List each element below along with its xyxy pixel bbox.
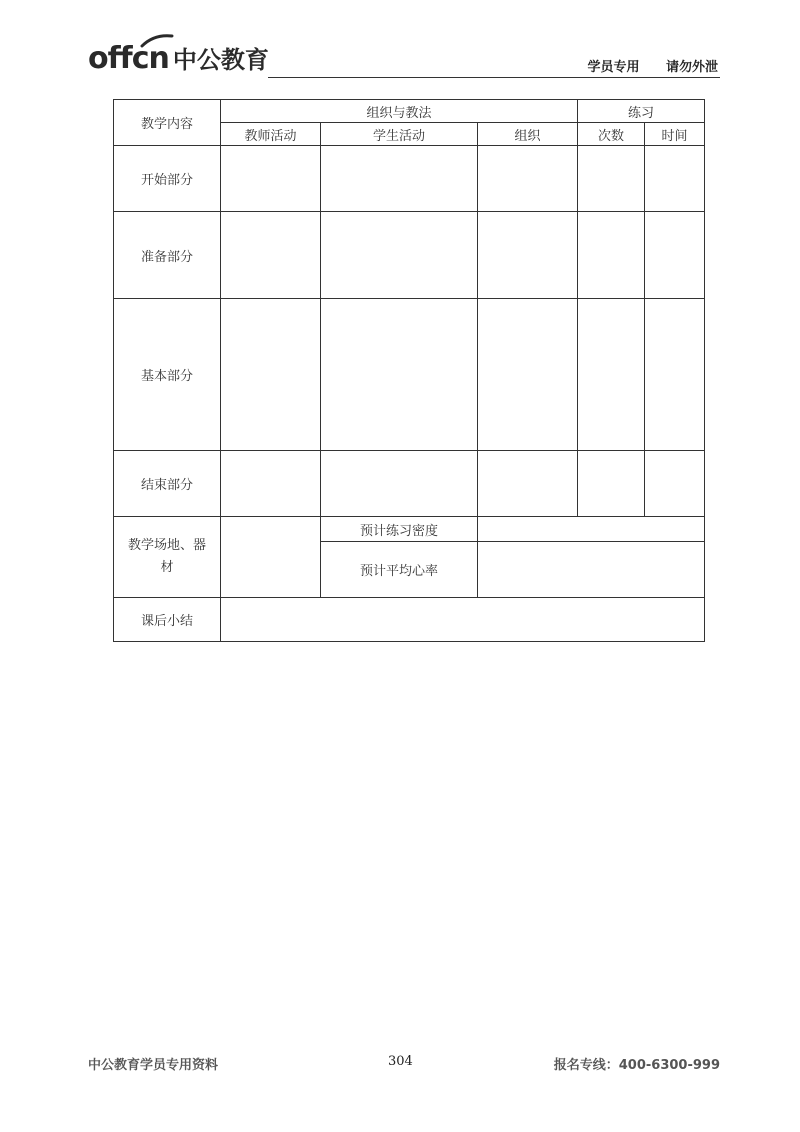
header-teaching-content: 教学内容 (114, 100, 221, 146)
header-student-activity: 学生活动 (321, 123, 478, 146)
cell-empty (645, 451, 705, 517)
page-number: 304 (388, 1054, 413, 1069)
cell-venue-value (221, 517, 321, 598)
cell-empty (478, 146, 578, 212)
cell-empty (478, 451, 578, 517)
cell-empty (221, 451, 321, 517)
row-label-venue: 教学场地、器材 (114, 517, 221, 598)
cell-empty (321, 212, 478, 299)
cell-summary-value (221, 598, 705, 642)
cell-empty (321, 451, 478, 517)
label-expected-heart-rate: 预计平均心率 (321, 542, 478, 598)
label-expected-density: 预计练习密度 (321, 517, 478, 542)
logo-cn-text: 中公教育 (172, 46, 269, 74)
cell-empty (578, 451, 645, 517)
row-label-summary: 课后小结 (114, 598, 221, 642)
row-label-start: 开始部分 (114, 146, 221, 212)
header-time: 时间 (645, 123, 705, 146)
logo-latin-text: offcn (88, 41, 169, 76)
header-confidential-note (587, 56, 718, 75)
header-organization: 组织 (478, 123, 578, 146)
header-note-students-only: 学员专用 (587, 60, 640, 75)
cell-empty (478, 212, 578, 299)
table-row-venue-density (114, 517, 705, 542)
cell-empty (221, 299, 321, 451)
table-header-row-1 (114, 100, 705, 123)
header-practice: 练习 (578, 100, 705, 123)
header-org-method: 组织与教法 (221, 100, 578, 123)
footer-hotline: 报名专线：400-6300-999 (553, 1058, 720, 1073)
cell-empty (645, 212, 705, 299)
row-label-prep: 准备部分 (114, 212, 221, 299)
footer-left-text: 中公教育学员专用资料 (88, 1058, 219, 1073)
table-row-start (114, 146, 705, 212)
logo-swoosh-icon (140, 34, 174, 48)
page-footer (88, 1054, 720, 1074)
cell-empty (578, 146, 645, 212)
table-row-basic (114, 299, 705, 451)
cell-empty (478, 299, 578, 451)
cell-empty (578, 212, 645, 299)
lesson-plan-table (113, 99, 705, 642)
header-times: 次数 (578, 123, 645, 146)
table-row-prep (114, 212, 705, 299)
table-row-summary (114, 598, 705, 642)
table-row-end (114, 451, 705, 517)
page-header (88, 30, 720, 80)
cell-expected-heart-rate-value (478, 542, 705, 598)
row-label-end: 结束部分 (114, 451, 221, 517)
cell-expected-density-value (478, 517, 705, 542)
cell-empty (221, 146, 321, 212)
cell-empty (645, 146, 705, 212)
header-note-do-not-leak: 请勿外泄 (665, 60, 718, 75)
header-teacher-activity: 教师活动 (221, 123, 321, 146)
cell-empty (221, 212, 321, 299)
header-rule (268, 77, 720, 78)
offcn-logo (88, 34, 269, 74)
row-label-basic: 基本部分 (114, 299, 221, 451)
cell-empty (321, 299, 478, 451)
cell-empty (645, 299, 705, 451)
cell-empty (321, 146, 478, 212)
cell-empty (578, 299, 645, 451)
